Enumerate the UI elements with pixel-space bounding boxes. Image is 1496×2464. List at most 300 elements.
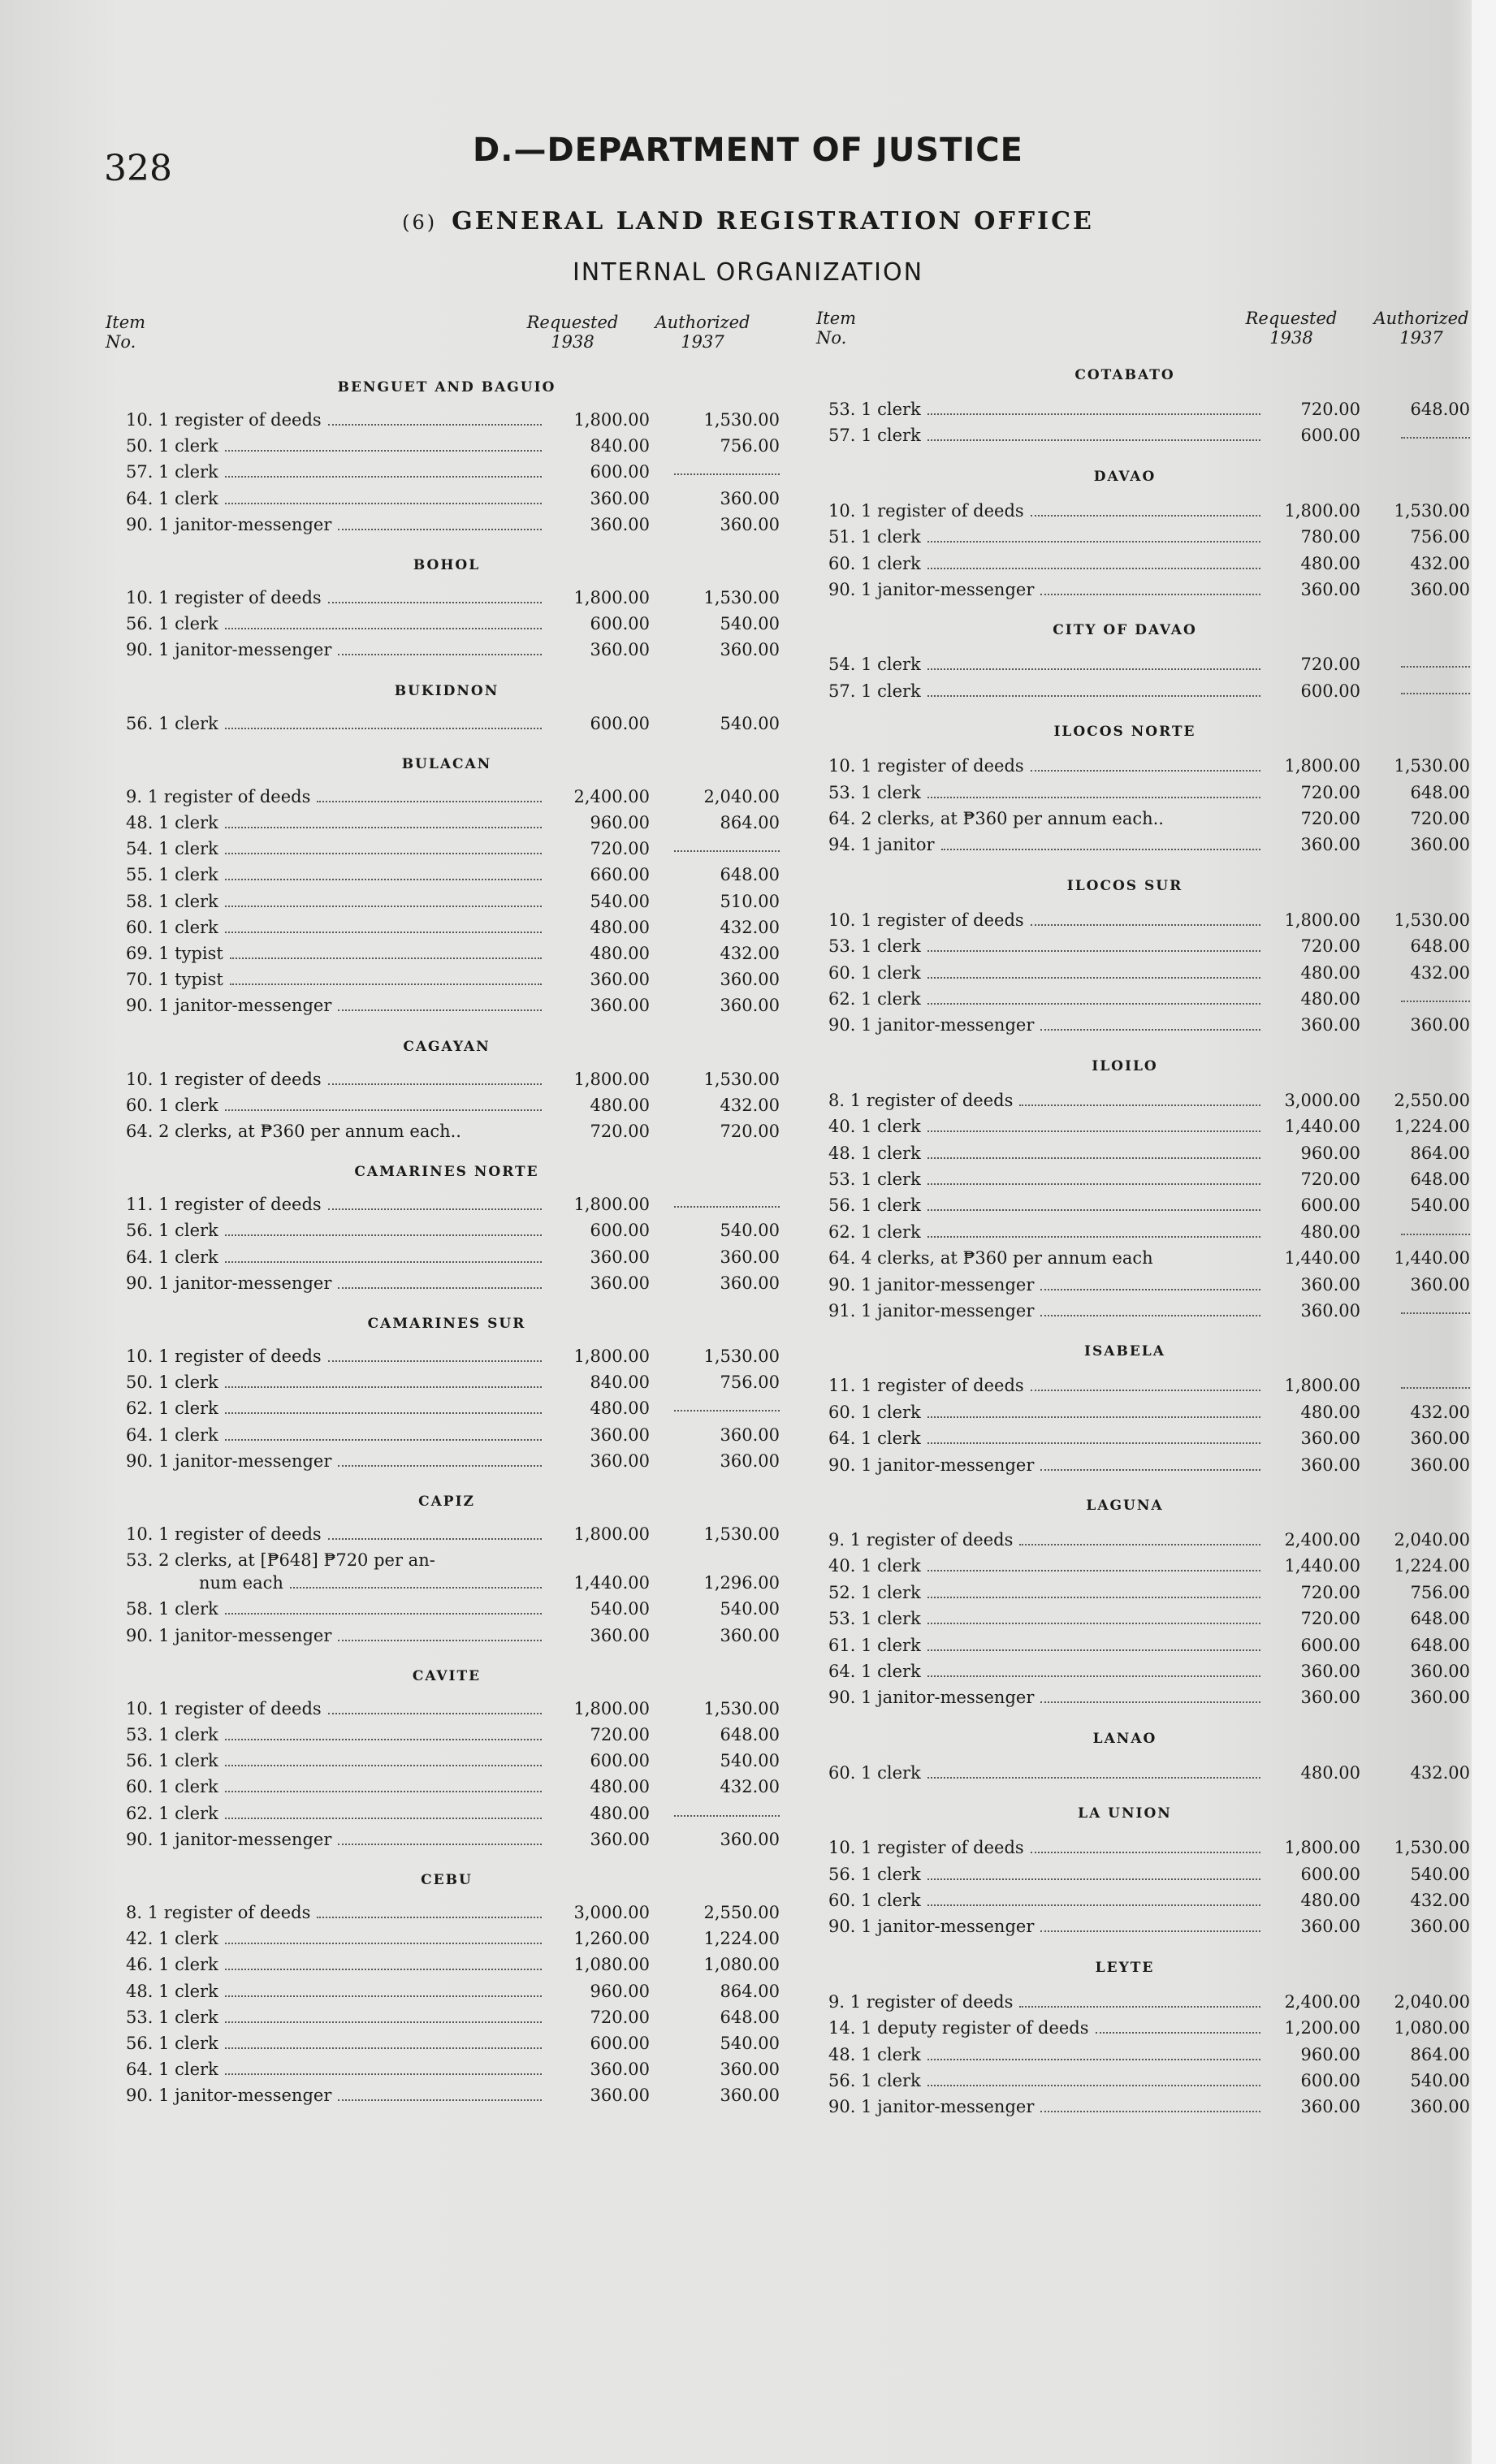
requested-amount: 480.00 [1300, 1402, 1360, 1422]
section-heading: CAMARINES SUR [367, 1316, 526, 1332]
blank-amount-leader [674, 1804, 780, 1817]
table-row [114, 1221, 792, 1247]
row-label [126, 1247, 548, 1267]
row-label [828, 501, 1267, 521]
dot-leader [927, 1675, 1260, 1677]
row-label-text: 14. 1 deputy register of deeds [828, 2018, 1089, 2038]
section-heading: COTABATO [1074, 367, 1175, 383]
table-row [114, 996, 792, 1022]
row-label [828, 1195, 1267, 1215]
blank-amount-leader [1401, 426, 1470, 439]
row-label [828, 1992, 1267, 2012]
dot-leader [927, 1157, 1260, 1159]
table-row [114, 918, 792, 944]
section-heading: BUKIDNON [394, 682, 499, 699]
row-label [828, 1556, 1267, 1576]
authorized-amount: 2,040.00 [703, 786, 780, 806]
row-label [126, 714, 548, 733]
authorized-amount: 540.00 [1410, 1864, 1470, 1884]
authorized-amount: 432.00 [1410, 962, 1470, 983]
requested-amount: 480.00 [590, 1777, 650, 1797]
row-label [828, 1117, 1267, 1136]
table-row [808, 1143, 1474, 1169]
row-label [828, 1015, 1267, 1035]
dot-leader [225, 1109, 542, 1111]
requested-amount: 480.00 [1300, 1221, 1360, 1242]
authorized-amount: 2,550.00 [1394, 1090, 1470, 1110]
requested-amount: 2,400.00 [1284, 1530, 1360, 1550]
row-label [126, 813, 548, 832]
row-label [828, 783, 1267, 802]
requested-amount: 1,800.00 [573, 410, 650, 430]
row-label [828, 580, 1267, 599]
row-label-text: 11. 1 register of deeds [828, 1376, 1024, 1396]
section-heading: BULACAN [401, 755, 492, 772]
authorized-amount: 864.00 [720, 813, 780, 832]
dot-leader [338, 1465, 542, 1467]
dot-leader [1031, 1390, 1260, 1391]
dot-leader [225, 906, 542, 907]
dot-leader [225, 628, 542, 629]
authorized-label: Authorized [655, 313, 750, 332]
requested-amount: 720.00 [590, 839, 650, 859]
row-label [126, 588, 548, 607]
row-label [126, 489, 548, 508]
table-row [808, 1530, 1474, 1556]
authorized-amount: 540.00 [720, 1599, 780, 1619]
dot-leader [1019, 1544, 1260, 1545]
row-label-text: 64. 1 clerk [828, 1429, 921, 1449]
section-heading: ILOCOS SUR [1066, 877, 1183, 894]
row-label-text: 48. 1 clerk [126, 1981, 218, 2001]
row-label-text: 60. 1 clerk [126, 917, 218, 937]
table-row [808, 1583, 1474, 1609]
row-label [828, 400, 1267, 419]
row-label-text: 40. 1 clerk [828, 1117, 921, 1137]
requested-label: Requested [1245, 309, 1338, 328]
row-label-text: 53. 1 clerk [828, 936, 921, 957]
requested-amount: 360.00 [590, 1273, 650, 1293]
requested-year: 1938 [1269, 328, 1313, 348]
requested-amount: 600.00 [1300, 1864, 1360, 1884]
dot-leader [338, 1640, 542, 1641]
requested-amount: 480.00 [590, 1803, 650, 1823]
dot-leader [328, 1713, 542, 1714]
section-heading: ISABELA [1084, 1343, 1165, 1360]
dot-leader [941, 849, 1260, 850]
authorized-amount: 360.00 [720, 1247, 780, 1267]
page-edge [1472, 0, 1496, 2464]
authorized-amount: 360.00 [720, 1625, 780, 1645]
row-label-text: 90. 1 janitor-messenger [828, 1274, 1035, 1295]
row-label [828, 1891, 1267, 1910]
row-label-text: 56. 1 clerk [828, 2071, 921, 2090]
row-label-text: 10. 1 register of deeds [126, 1698, 322, 1718]
dot-leader [225, 503, 542, 504]
row-label-text: 60. 1 clerk [828, 962, 921, 983]
row-label [126, 1830, 548, 1849]
table-row [808, 1636, 1474, 1662]
row-label-text: 9. 1 register of deeds [828, 1530, 1014, 1550]
table-row [808, 1222, 1474, 1248]
dot-leader [225, 1261, 542, 1263]
requested-amount: 720.00 [590, 1725, 650, 1744]
dot-leader [225, 1386, 542, 1388]
authorized-label: Authorized [1373, 309, 1469, 328]
row-label-text: 10. 1 register of deeds [126, 1347, 322, 1366]
row-label-text: 64. 2 clerks, at ₱360 per annum each.. [828, 809, 1164, 828]
row-label-text: 8. 1 register of deeds [126, 1903, 311, 1922]
table-row [114, 1929, 792, 1955]
row-label [126, 1070, 548, 1089]
row-label [828, 2071, 1267, 2090]
authorized-amount: 360.00 [1410, 1429, 1470, 1449]
table-row [808, 1429, 1474, 1455]
authorized-amount: 360.00 [720, 1273, 780, 1293]
left-column [106, 313, 792, 2164]
requested-amount: 960.00 [1300, 1143, 1360, 1163]
requested-amount: 360.00 [1300, 1917, 1360, 1937]
row-label-text: 55. 1 clerk [126, 865, 218, 885]
row-label [126, 1273, 548, 1293]
row-label-text: 64. 1 clerk [126, 488, 218, 508]
row-label-text: 10. 1 register of deeds [828, 500, 1024, 521]
authorized-amount: 360.00 [720, 488, 780, 508]
row-label-text: 60. 1 clerk [126, 1095, 218, 1115]
row-label-text: 90. 1 janitor-messenger [828, 1455, 1035, 1475]
table-row [808, 936, 1474, 962]
requested-amount: 720.00 [590, 2007, 650, 2027]
authorized-amount: 360.00 [1410, 835, 1470, 855]
authorized-amount: 1,530.00 [703, 588, 780, 607]
section-heading: CAMARINES NORTE [354, 1164, 539, 1181]
row-label-text: 64. 1 clerk [126, 2060, 218, 2080]
section-heading: DAVAO [1093, 468, 1157, 485]
row-label [126, 787, 548, 806]
row-label [126, 1451, 548, 1471]
table-row [808, 1609, 1474, 1635]
row-label [126, 1929, 548, 1948]
requested-amount: 600.00 [1300, 1635, 1360, 1655]
dot-leader [927, 797, 1260, 798]
requested-amount: 600.00 [590, 462, 650, 482]
row-label-text: 64. 1 clerk [126, 1424, 218, 1445]
requested-amount: 1,800.00 [1284, 756, 1360, 776]
item-label: Item [816, 309, 857, 328]
requested-amount: 360.00 [590, 1424, 650, 1445]
row-label-text: 64. 4 clerks, at ₱360 per annum each [828, 1248, 1153, 1269]
table-row [808, 1556, 1474, 1582]
row-label [828, 1688, 1267, 1707]
row-label [828, 2097, 1267, 2116]
row-label [828, 1222, 1267, 1242]
section-heading: LEYTE [1095, 1959, 1155, 1976]
table-row [114, 1247, 792, 1273]
row-label-text: 50. 1 clerk [126, 436, 218, 456]
dot-leader [927, 1777, 1260, 1779]
dot-leader [225, 1765, 542, 1766]
dot-leader [225, 2021, 542, 2023]
authorized-amount: 648.00 [1410, 1609, 1470, 1629]
dot-leader [927, 668, 1260, 670]
office-number: (6) [402, 211, 438, 234]
requested-amount: 480.00 [1300, 1762, 1360, 1783]
table-row [808, 1169, 1474, 1195]
table-row [808, 1455, 1474, 1481]
section-heading: ILOILO [1092, 1057, 1158, 1074]
requested-amount: 1,080.00 [573, 1955, 650, 1975]
authorized-amount: 648.00 [720, 2007, 780, 2027]
authorized-amount: 540.00 [720, 713, 780, 733]
dot-leader [927, 568, 1260, 569]
requested-amount: 360.00 [1300, 835, 1360, 855]
row-label-text: 90. 1 janitor-messenger [828, 1015, 1035, 1035]
table-row [808, 835, 1474, 861]
row-label-text: 60. 1 clerk [126, 1777, 218, 1797]
row-label-text: 62. 1 clerk [126, 1398, 218, 1419]
table-row [808, 655, 1474, 681]
row-label-text: 10. 1 register of deeds [126, 1524, 322, 1544]
dot-leader [338, 529, 542, 530]
dot-leader [225, 1995, 542, 1997]
authorized-amount: 1,440.00 [1394, 1248, 1470, 1269]
requested-amount: 1,800.00 [573, 1195, 650, 1215]
authorized-amount: 648.00 [720, 865, 780, 885]
requested-amount: 480.00 [590, 917, 650, 937]
row-label [828, 1865, 1267, 1884]
row-label-text: 94. 1 janitor [828, 835, 935, 855]
authorized-amount: 2,040.00 [1394, 1991, 1470, 2012]
authorized-year: 1937 [681, 332, 724, 352]
row-label [828, 809, 1267, 828]
row-label-text: 64. 1 clerk [126, 1247, 218, 1267]
authorized-amount: 1,530.00 [1394, 910, 1470, 930]
row-label [126, 1725, 548, 1744]
dot-leader [328, 1208, 542, 1210]
dot-leader [225, 932, 542, 933]
no-label: No. [106, 332, 136, 352]
authorized-amount: 1,224.00 [703, 1929, 780, 1949]
row-label [126, 1982, 548, 2001]
authorized-amount: 432.00 [1410, 1762, 1470, 1783]
department-title: D.—DEPARTMENT OF JUSTICE [473, 132, 1023, 169]
dot-leader [338, 1287, 542, 1289]
dot-leader [225, 450, 542, 452]
row-label [126, 1524, 548, 1544]
row-label [828, 1248, 1267, 1268]
table-row [114, 1398, 792, 1424]
row-label [828, 527, 1267, 547]
table-row [114, 1195, 792, 1221]
table-row [114, 515, 792, 541]
requested-amount: 1,440.00 [1284, 1248, 1360, 1269]
requested-amount: 1,800.00 [573, 1069, 650, 1089]
row-label-text: 64. 1 clerk [828, 1662, 921, 1681]
requested-amount: 480.00 [1300, 962, 1360, 983]
requested-amount: 1,440.00 [1284, 1556, 1360, 1576]
requested-amount: 840.00 [590, 436, 650, 456]
authorized-amount: 864.00 [720, 1981, 780, 2001]
row-label [828, 1583, 1267, 1602]
dot-leader [927, 977, 1260, 979]
dot-leader [1040, 594, 1260, 595]
dot-leader [225, 827, 542, 828]
dot-leader [927, 1183, 1260, 1185]
row-label-text: 9. 1 register of deeds [126, 786, 311, 806]
row-label [126, 1221, 548, 1240]
table-row [114, 892, 792, 918]
row-label [828, 655, 1267, 674]
authorized-amount: 2,550.00 [703, 1903, 780, 1922]
dot-leader [328, 1360, 542, 1362]
authorized-amount: 1,530.00 [703, 410, 780, 430]
row-label [126, 1425, 548, 1445]
dot-leader [927, 1649, 1260, 1651]
requested-amount: 600.00 [590, 2034, 650, 2053]
authorized-amount: 1,530.00 [703, 1069, 780, 1089]
requested-amount: 600.00 [590, 1751, 650, 1771]
row-label [828, 936, 1267, 956]
authorized-amount: 1,530.00 [1394, 1838, 1470, 1858]
table-row [808, 2018, 1474, 2044]
requested-amount: 480.00 [590, 1095, 650, 1115]
authorized-amount: 540.00 [720, 2034, 780, 2053]
requested-amount: 1,800.00 [1284, 910, 1360, 930]
row-label [126, 640, 548, 659]
table-row [114, 614, 792, 640]
row-label [828, 1403, 1267, 1422]
row-label [126, 2060, 548, 2079]
row-label-text: 58. 1 clerk [126, 891, 218, 911]
authorized-amount: 360.00 [720, 2086, 780, 2106]
table-row [114, 1777, 792, 1803]
left-authorized-header [650, 313, 755, 352]
dot-leader [230, 983, 542, 985]
table-row [808, 989, 1474, 1015]
dot-leader [225, 2073, 542, 2075]
row-label-text: 53. 1 clerk [126, 2007, 218, 2027]
row-label-text: 51. 1 clerk [828, 527, 921, 547]
row-label-text: 70. 1 typist [126, 970, 223, 990]
section-heading: LAGUNA [1086, 1498, 1164, 1514]
row-label-text: 40. 1 clerk [828, 1556, 921, 1576]
table-row [808, 1688, 1474, 1714]
authorized-amount: 432.00 [720, 944, 780, 963]
requested-amount: 1,800.00 [573, 588, 650, 607]
row-label [828, 1530, 1267, 1550]
authorized-amount: 756.00 [720, 1372, 780, 1393]
blank-amount-leader [1401, 1376, 1470, 1389]
row-label [828, 1275, 1267, 1295]
table-row [808, 2097, 1474, 2123]
dot-leader [317, 1917, 542, 1918]
authorized-amount: 360.00 [1410, 580, 1470, 599]
row-label-text: 90. 1 janitor-messenger [126, 2086, 332, 2106]
table-row [808, 1248, 1474, 1274]
table-row [114, 1425, 792, 1451]
requested-amount: 540.00 [590, 891, 650, 911]
row-label [126, 944, 548, 963]
row-label [199, 1573, 548, 1593]
dot-leader [225, 1439, 542, 1441]
row-label-text: 10. 1 register of deeds [126, 1069, 322, 1089]
blank-amount-leader [674, 839, 780, 852]
requested-label: Requested [526, 313, 619, 332]
row-label-text: 90. 1 janitor-messenger [828, 1917, 1035, 1937]
dot-leader [328, 424, 542, 426]
row-label [828, 2018, 1267, 2038]
table-row [114, 1451, 792, 1477]
table-row [808, 910, 1474, 936]
row-label-text: 58. 1 clerk [126, 1599, 218, 1619]
authorized-amount: 720.00 [1410, 809, 1470, 828]
dot-leader [225, 2047, 542, 2049]
row-label [828, 426, 1267, 445]
table-row [808, 1195, 1474, 1221]
requested-amount: 720.00 [1300, 1609, 1360, 1629]
requested-amount: 360.00 [590, 2060, 650, 2080]
table-row [114, 813, 792, 839]
requested-amount: 1,800.00 [1284, 1376, 1360, 1396]
dot-leader [1040, 1701, 1260, 1703]
dot-leader [1040, 2111, 1260, 2112]
authorized-amount: 648.00 [1410, 936, 1470, 957]
requested-amount: 720.00 [1300, 809, 1360, 828]
authorized-amount: 360.00 [720, 2060, 780, 2080]
requested-amount: 480.00 [1300, 553, 1360, 573]
right-requested-header [1230, 309, 1352, 348]
authorized-amount: 432.00 [720, 1095, 780, 1115]
row-label-text: 57. 1 clerk [828, 426, 921, 446]
row-label-text: 8. 1 register of deeds [828, 1090, 1014, 1110]
row-label-text: 62. 1 clerk [828, 1221, 921, 1242]
table-row [114, 436, 792, 462]
authorized-amount: 756.00 [1410, 1582, 1470, 1602]
row-label-text: 10. 1 register of deeds [828, 756, 1024, 776]
authorized-amount: 1,530.00 [703, 1347, 780, 1366]
requested-amount: 1,440.00 [573, 1573, 650, 1593]
authorized-amount: 360.00 [1410, 2097, 1470, 2117]
row-label [828, 1376, 1267, 1395]
table-row [808, 963, 1474, 989]
authorized-amount: 648.00 [1410, 1635, 1470, 1655]
dot-leader [338, 1009, 542, 1011]
row-label-text: 60. 1 clerk [828, 1891, 921, 1910]
row-label [126, 1195, 548, 1214]
row-label [126, 865, 548, 884]
row-label-text: 90. 1 janitor-messenger [126, 514, 332, 534]
table-row [114, 1626, 792, 1652]
requested-amount: 360.00 [1300, 580, 1360, 599]
dot-leader [1040, 1029, 1260, 1031]
table-row [114, 2086, 792, 2112]
row-label-text: 42. 1 clerk [126, 1929, 218, 1949]
table-row [808, 1376, 1474, 1402]
requested-amount: 1,440.00 [1284, 1117, 1360, 1137]
authorized-amount: 1,296.00 [703, 1573, 780, 1593]
authorized-amount: 1,530.00 [703, 1698, 780, 1718]
requested-amount: 480.00 [1300, 1891, 1360, 1910]
row-label-text: 56. 1 clerk [828, 1195, 921, 1216]
dot-leader [225, 853, 542, 854]
table-row [808, 1117, 1474, 1143]
row-label-text: 57. 1 clerk [828, 681, 921, 701]
requested-amount: 600.00 [1300, 426, 1360, 446]
table-row [808, 2045, 1474, 2071]
authorized-amount: 360.00 [720, 970, 780, 990]
authorized-amount: 648.00 [720, 1725, 780, 1744]
table-row [114, 1070, 792, 1096]
